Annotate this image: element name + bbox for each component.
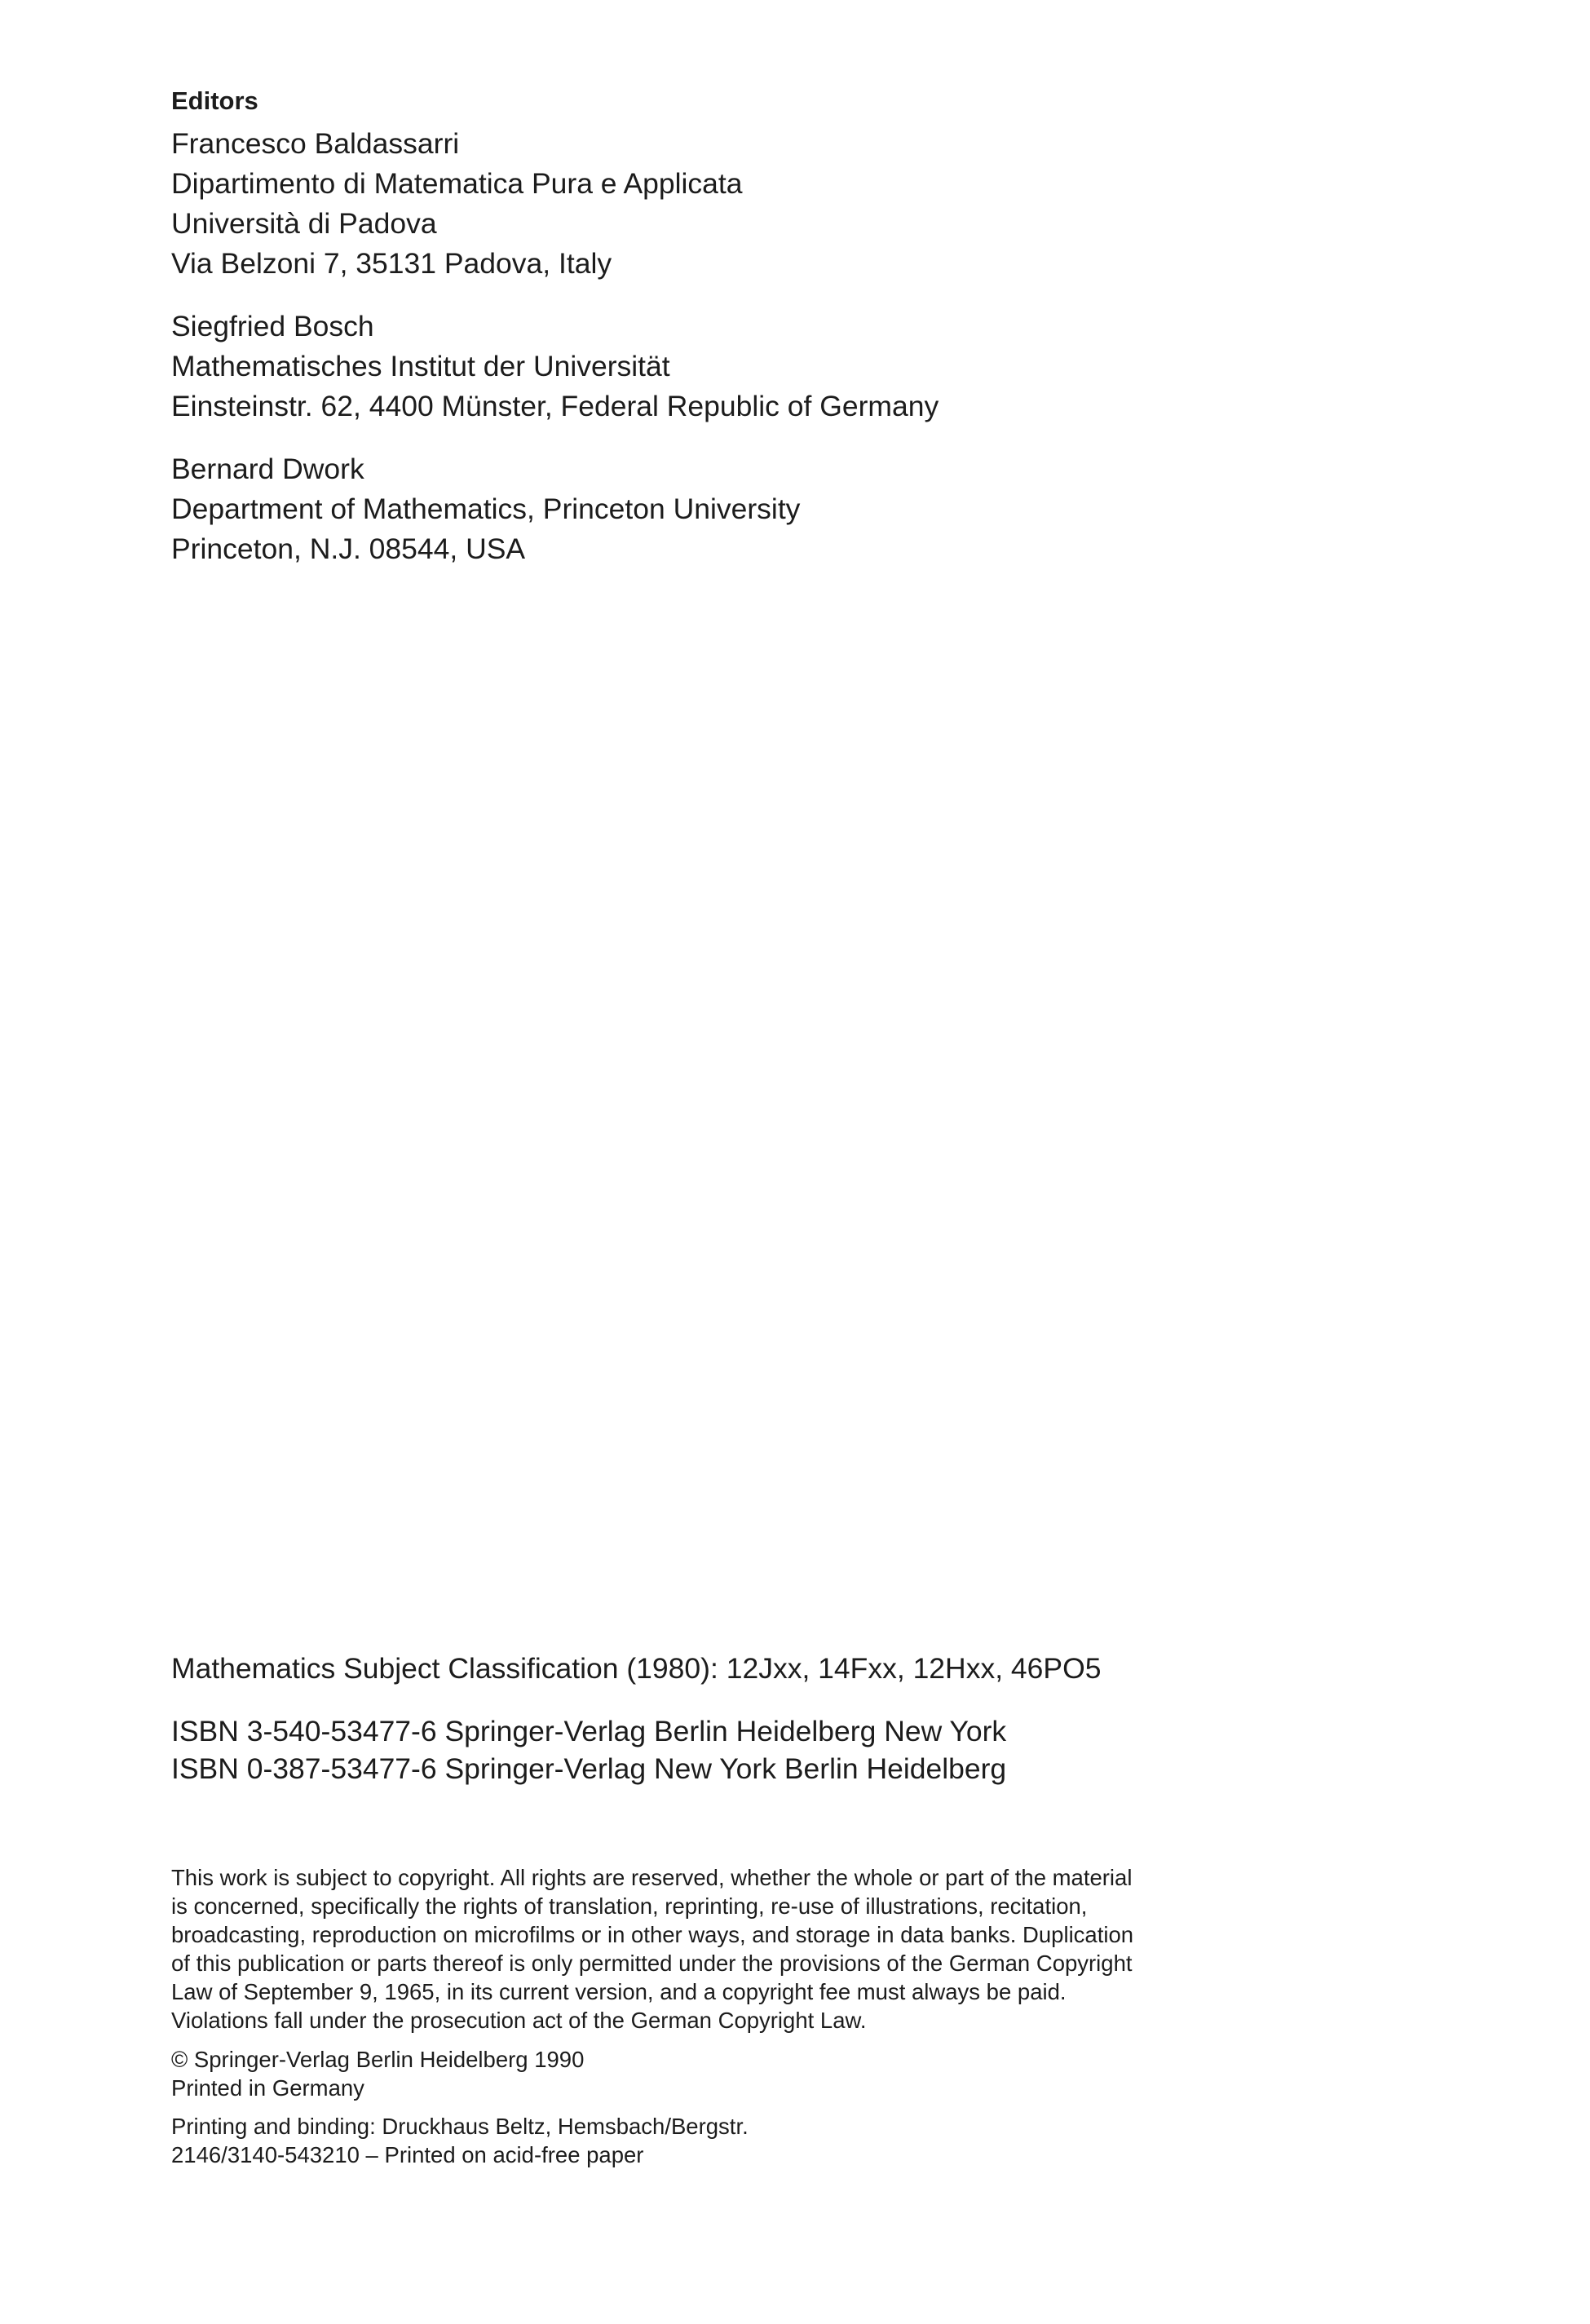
- copyright-notice-line: This work is subject to copyright. All rights are reserved, whether the whole or part of the material: [171, 1865, 1133, 1890]
- paper-line: 2146/3140-543210 – Printed on acid-free paper: [171, 2142, 644, 2167]
- editor-name: Francesco Baldassarri: [171, 127, 460, 160]
- subject-classification: Mathematics Subject Classification (1980): 12Jxx, 14Fxx, 12Hxx, 46PO5: [171, 1652, 1102, 1685]
- editor-address-line: Dipartimento di Matematica Pura e Applicata: [171, 167, 743, 200]
- editor-address-line: Einsteinstr. 62, 4400 Münster, Federal Republic of Germany: [171, 390, 939, 422]
- editor-name: Siegfried Bosch: [171, 310, 374, 342]
- editor-block-dwork: [171, 449, 800, 569]
- editor-block-baldassarri: [171, 124, 742, 284]
- isbn-line: ISBN 3-540-53477-6 Springer-Verlag Berlin Heidelberg New York: [171, 1715, 1007, 1747]
- editor-address-line: Princeton, N.J. 08544, USA: [171, 532, 526, 565]
- isbn-line: ISBN 0-387-53477-6 Springer-Verlag New York Berlin Heidelberg: [171, 1752, 1007, 1785]
- copyright-notice-line: of this publication or parts thereof is only permitted under the provisions of the German Copyright: [171, 1951, 1133, 1976]
- copyright-notice-line: Violations fall under the prosecution act of the German Copyright Law.: [171, 2008, 867, 2033]
- copyright-line: © Springer-Verlag Berlin Heidelberg 1990: [171, 2047, 585, 2072]
- copyright-notice: [171, 1863, 1215, 2035]
- editor-block-bosch: [171, 307, 939, 426]
- editor-address-line: Mathematisches Institut der Universität: [171, 350, 670, 382]
- printing-info: [171, 2112, 749, 2169]
- isbn-block: [171, 1712, 1006, 1787]
- copyright-holder: [171, 2045, 584, 2102]
- editor-address-line: Università di Padova: [171, 207, 437, 240]
- printing-binding-line: Printing and binding: Druckhaus Beltz, Hemsbach/Bergstr.: [171, 2114, 749, 2139]
- copyright-notice-line: Law of September 9, 1965, in its current version, and a copyright fee must always be paid.: [171, 1979, 1067, 2004]
- copyright-notice-line: is concerned, specifically the rights of translation, reprinting, re-use of illustrations, recitation,: [171, 1893, 1088, 1919]
- editors-heading: Editors: [171, 86, 258, 115]
- editor-address-line: Department of Mathematics, Princeton University: [171, 493, 801, 525]
- editor-address-line: Via Belzoni 7, 35131 Padova, Italy: [171, 247, 612, 280]
- editor-name: Bernard Dwork: [171, 453, 364, 485]
- printed-in-line: Printed in Germany: [171, 2075, 364, 2101]
- copyright-notice-line: broadcasting, reproduction on microfilms or in other ways, and storage in data banks. Duplication: [171, 1922, 1134, 1947]
